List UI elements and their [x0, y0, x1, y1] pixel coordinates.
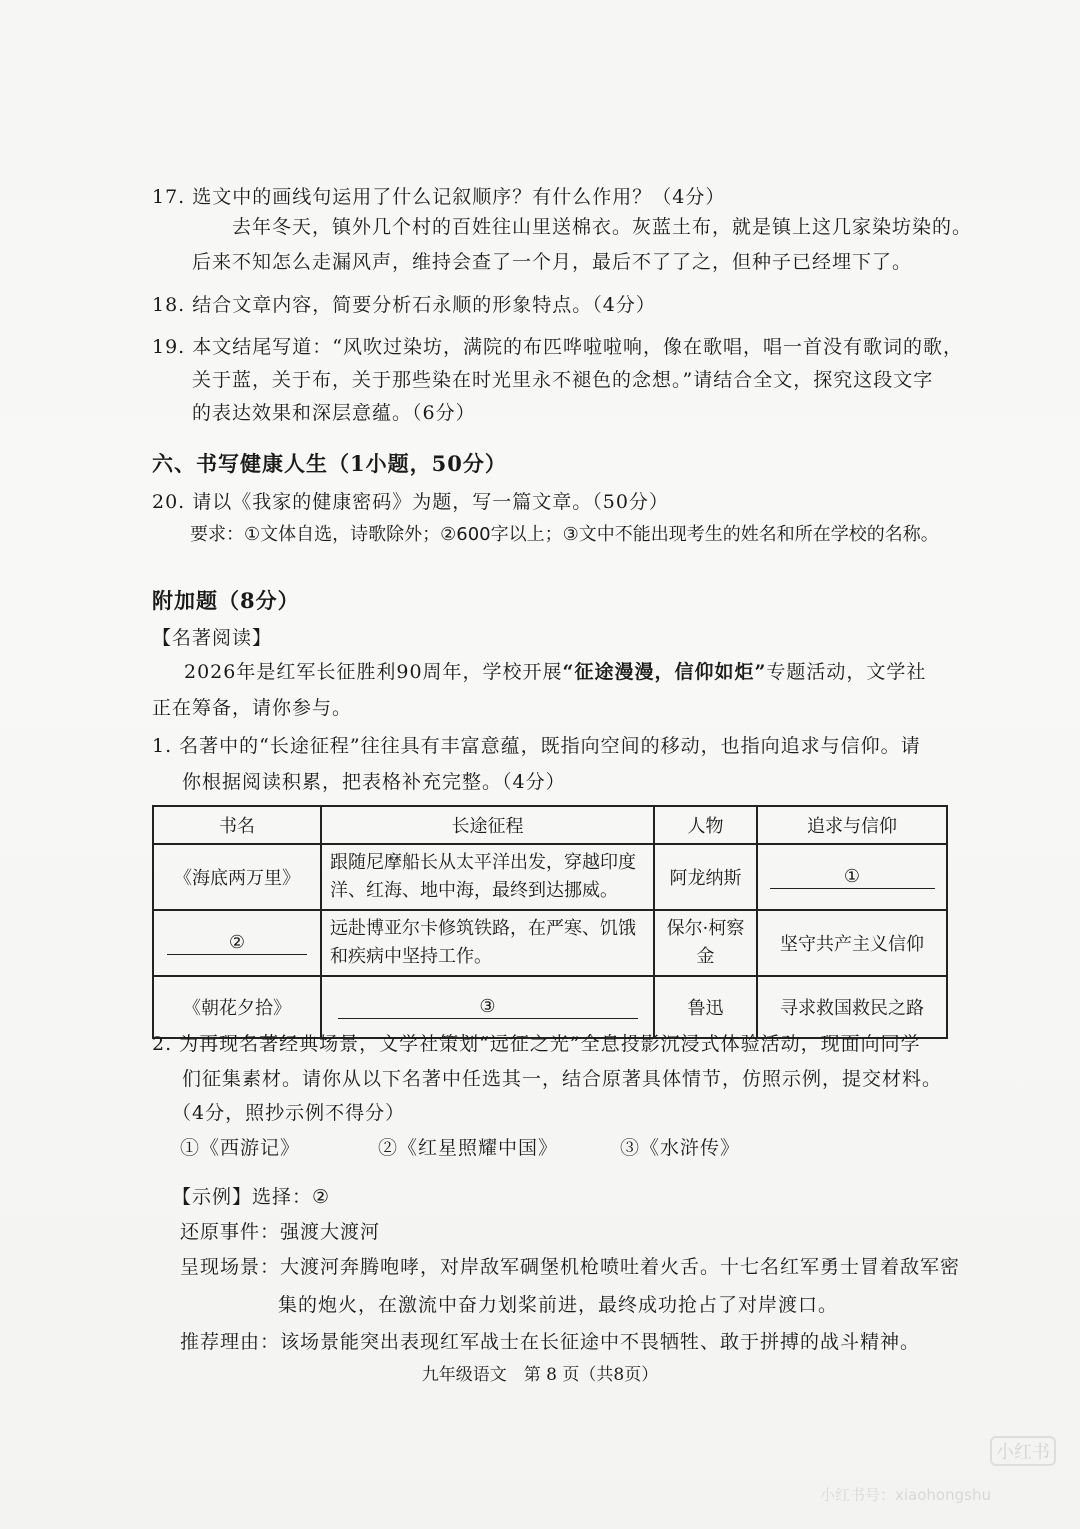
blank-3[interactable]: ③ — [338, 996, 638, 1019]
table-row — [153, 844, 947, 910]
question-20: 20. 请以《我家的健康密码》为题，写一篇文章。（50分） — [152, 491, 669, 513]
question-17-quote-line1: 去年冬天，镇外几个村的百姓往山里送棉衣。灰蓝土布，就是镇上这几家染坊染的。 — [232, 216, 973, 238]
option-3: ③《水浒传》 — [620, 1137, 741, 1159]
header-book: 书名 — [153, 806, 321, 844]
question-19-line1: 19. 本文结尾写道：“风吹过染坊，满院的布匹哗啦啦响，像在歌唱，唱一首没有歌词的歌， — [152, 336, 963, 358]
bonus-q2-line3: （4分，照抄示例不得分） — [172, 1102, 406, 1124]
cell-belief — [757, 844, 947, 910]
cell-belief: 坚守共产主义信仰 — [757, 910, 947, 976]
watermark-text: 小红书号：xiaohongshu — [820, 1486, 991, 1504]
bonus-intro-line1 — [184, 657, 926, 684]
books-table — [152, 805, 948, 1039]
watermark-logo: 小红书 — [990, 1436, 1056, 1466]
option-1: ①《西游记》 — [180, 1137, 301, 1159]
question-18: 18. 结合文章内容，简要分析石永顺的形象特点。（4分） — [152, 294, 656, 316]
cell-book — [153, 910, 321, 976]
bonus-q2-line1: 2. 为再现名著经典场景，文学社策划“远征之光”全息投影沉浸式体验活动，现面向同学 — [152, 1033, 921, 1055]
bonus-title: 附加题（8分） — [152, 588, 300, 613]
cell-book: 《朝花夕拾》 — [153, 976, 321, 1038]
header-person: 人物 — [654, 806, 757, 844]
section-6-title: 六、书写健康人生（1小题，50分） — [152, 451, 507, 476]
table-header-row — [153, 806, 947, 844]
cell-belief: 寻求救国救民之路 — [757, 976, 947, 1038]
header-belief: 追求与信仰 — [757, 806, 947, 844]
blank-2[interactable]: ② — [167, 932, 307, 955]
example-label: 【示例】选择：② — [172, 1186, 331, 1208]
cell-book: 《海底两万里》 — [153, 844, 321, 910]
header-journey: 长途征程 — [321, 806, 654, 844]
cell-person: 阿龙纳斯 — [654, 844, 757, 910]
option-2: ②《红星照耀中国》 — [378, 1137, 559, 1159]
example-event: 还原事件：强渡大渡河 — [180, 1221, 381, 1243]
question-19-line3: 的表达效果和深层意蕴。（6分） — [192, 402, 476, 424]
blank-1[interactable]: ① — [770, 866, 935, 889]
cell-person: 鲁迅 — [654, 976, 757, 1038]
cell-person: 保尔·柯察金 — [654, 910, 757, 976]
example-scene-line2: 集的炮火，在激流中奋力划桨前进，最终成功抢占了对岸渡口。 — [278, 1294, 839, 1316]
bonus-intro-part-c: 专题活动，文学社 — [766, 661, 927, 683]
example-scene-line1: 呈现场景：大渡河奔腾咆哮，对岸敌军碉堡机枪喷吐着火舌。十七名红军勇士冒着敌军密 — [180, 1256, 961, 1278]
page-footer: 九年级语文 第 8 页（共8页） — [421, 1365, 659, 1385]
bonus-tag: 【名著阅读】 — [152, 627, 273, 649]
cell-journey: 跟随尼摩船长从太平洋出发，穿越印度洋、红海、地中海，最终到达挪威。 — [321, 844, 654, 910]
table-row — [153, 910, 947, 976]
bonus-intro-part-a: 2026年是红军长征胜利90周年，学校开展 — [184, 661, 563, 683]
question-17: 17. 选文中的画线句运用了什么记叙顺序？有什么作用？（4分） — [152, 186, 726, 208]
cell-journey: 远赴博亚尔卡修筑铁路，在严寒、饥饿和疾病中坚持工作。 — [321, 910, 654, 976]
bonus-intro-theme: “征途漫漫，信仰如炬” — [562, 661, 767, 683]
question-20-requirements: 要求：①文体自选，诗歌除外；②600字以上；③文中不能出现考生的姓名和所在学校的名称。 — [190, 524, 939, 545]
bonus-q2-line2: 们征集素材。请你从以下名著中任选其一，结合原著具体情节，仿照示例，提交材料。 — [182, 1068, 943, 1090]
bonus-intro-line2: 正在筹备，请你参与。 — [152, 697, 353, 719]
bonus-q1-line2: 你根据阅读积累，把表格补充完整。（4分） — [182, 771, 566, 793]
question-19-line2: 关于蓝，关于布，关于那些染在时光里永不褪色的念想。”请结合全文，探究这段文字 — [192, 369, 934, 391]
bonus-q1-line1: 1. 名著中的“长途征程”往往具有丰富意蕴，既指向空间的移动，也指向追求与信仰。请 — [152, 735, 921, 757]
example-reason: 推荐理由：该场景能突出表现红军战士在长征途中不畏牺牲、敢于拼搏的战斗精神。 — [180, 1331, 921, 1353]
question-17-quote-line2: 后来不知怎么走漏风声，维持会查了一个月，最后不了了之，但种子已经埋下了。 — [192, 251, 913, 273]
